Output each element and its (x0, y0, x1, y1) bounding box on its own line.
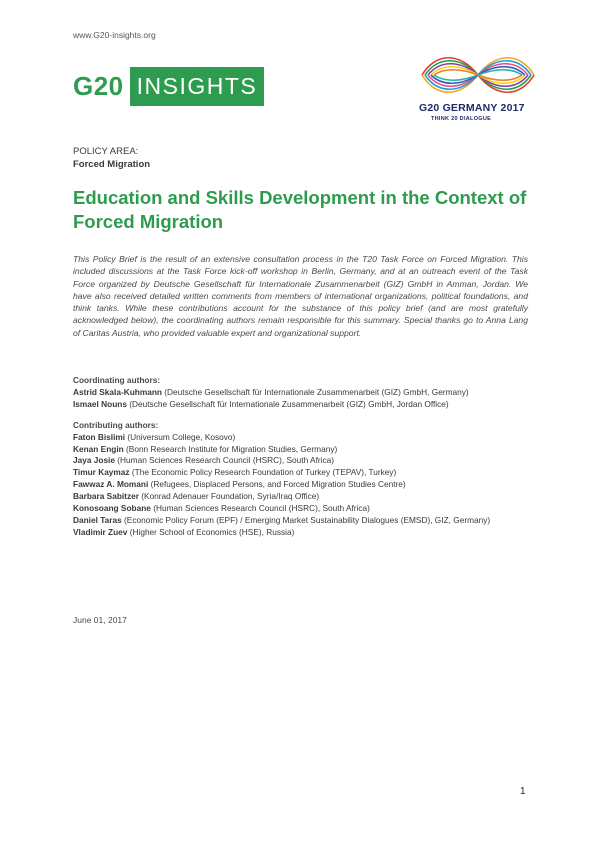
author-name: Ismael Nouns (73, 398, 127, 409)
author-affiliation: (Universum College, Kosovo) (127, 431, 236, 442)
page-number: 1 (520, 786, 526, 797)
author-name: Vladimir Zuev (73, 526, 128, 537)
author-entry (73, 515, 533, 527)
author-affiliation: (The Economic Policy Research Foundation of Turkey (TEPAV), Turkey) (131, 467, 397, 478)
g20-germany-logo (413, 50, 543, 130)
author-entry (73, 444, 533, 456)
document-title: Education and Skills Development in the Context of Forced Migration (73, 187, 527, 232)
author-name: Fawwaz A. Momani (73, 479, 149, 490)
coordinating-authors-heading: Coordinating authors: (73, 375, 161, 385)
author-affiliation: (Higher School of Economics (HSE), Russia) (129, 526, 295, 537)
author-entry (73, 503, 533, 515)
author-affiliation: (Economic Policy Forum (EPF) / Emerging Market Sustainability Dialogues (EMSD), GIZ, Germany) (124, 514, 491, 525)
author-name: Barbara Sabitzer (73, 491, 139, 502)
author-name: Jaya Josie (73, 455, 115, 466)
author-affiliation: (Bonn Research Institute for Migration Studies, Germany) (126, 443, 338, 454)
author-affiliation: (Deutsche Gesellschaft für Internationale Zusammenarbeit (GIZ) GmbH, Germany) (164, 386, 469, 397)
author-affiliation: (Deutsche Gesellschaft für Internationale Zusammenarbeit (GIZ) GmbH, Jordan Office) (129, 398, 449, 409)
think20-label: THINK 20 DIALOGUE (431, 116, 492, 122)
policy-area-label: POLICY AREA: (73, 146, 139, 157)
intro-paragraph: This Policy Brief is the result of an extensive consultation process in the T20 Task Force on Forced Migration. This included discussions at the Task Force kick-off workshop in Berlin, Germany, and at an outreach event of the Task Force organized by Deutsche Gesellschaft für Internationale Zusammenarbeit (GIZ) GmbH in Amman, Jordan. We have also received detailed written comments from members of international organizations, political foundations, and think tanks. While these contributions account for the substance of this policy brief (and are most gratefully acknowledged below), the coordinating authors remain responsible for this summary. Special thanks go to Anna Lang of Caritas Austria, who provided valuable expert and organizational support. (73, 254, 528, 338)
author-affiliation: (Human Sciences Research Council (HSRC), South Africa) (153, 503, 370, 514)
policy-area-value: Forced Migration (73, 159, 151, 170)
author-entry (73, 432, 533, 444)
author-entry (73, 491, 533, 503)
logo-g20-text: G20 (73, 71, 124, 101)
author-name: Astrid Skala-Kuhmann (73, 386, 162, 397)
author-entry (73, 399, 533, 411)
author-affiliation: (Refugees, Displaced Persons, and Forced Migration Studies Centre) (150, 479, 406, 490)
author-name: Konosoang Sobane (73, 503, 151, 514)
author-name: Kenan Engin (73, 443, 124, 454)
author-entry (73, 527, 533, 539)
g20-germany-label: G20 GERMANY 2017 (419, 102, 525, 114)
authors-section (73, 375, 533, 539)
author-entry (73, 479, 533, 491)
publication-date: June 01, 2017 (73, 615, 127, 625)
g20-insights-logo (73, 67, 264, 106)
g20-knot-icon (416, 50, 540, 100)
contributing-authors-heading: Contributing authors: (73, 419, 159, 430)
author-name: Timur Kaymaz (73, 467, 130, 478)
author-entry (73, 455, 533, 467)
author-affiliation: (Konrad Adenauer Foundation, Syria/Iraq Office) (141, 491, 320, 502)
author-name: Daniel Taras (73, 514, 122, 525)
author-entry (73, 387, 533, 399)
author-name: Faton Bislimi (73, 431, 126, 442)
policy-area (73, 145, 150, 171)
logo-insights-text: INSIGHTS (130, 67, 264, 106)
author-affiliation: (Human Sciences Research Council (HSRC), South Africa) (117, 455, 335, 466)
site-url: www.G20-insights.org (73, 30, 156, 40)
author-entry (73, 467, 533, 479)
